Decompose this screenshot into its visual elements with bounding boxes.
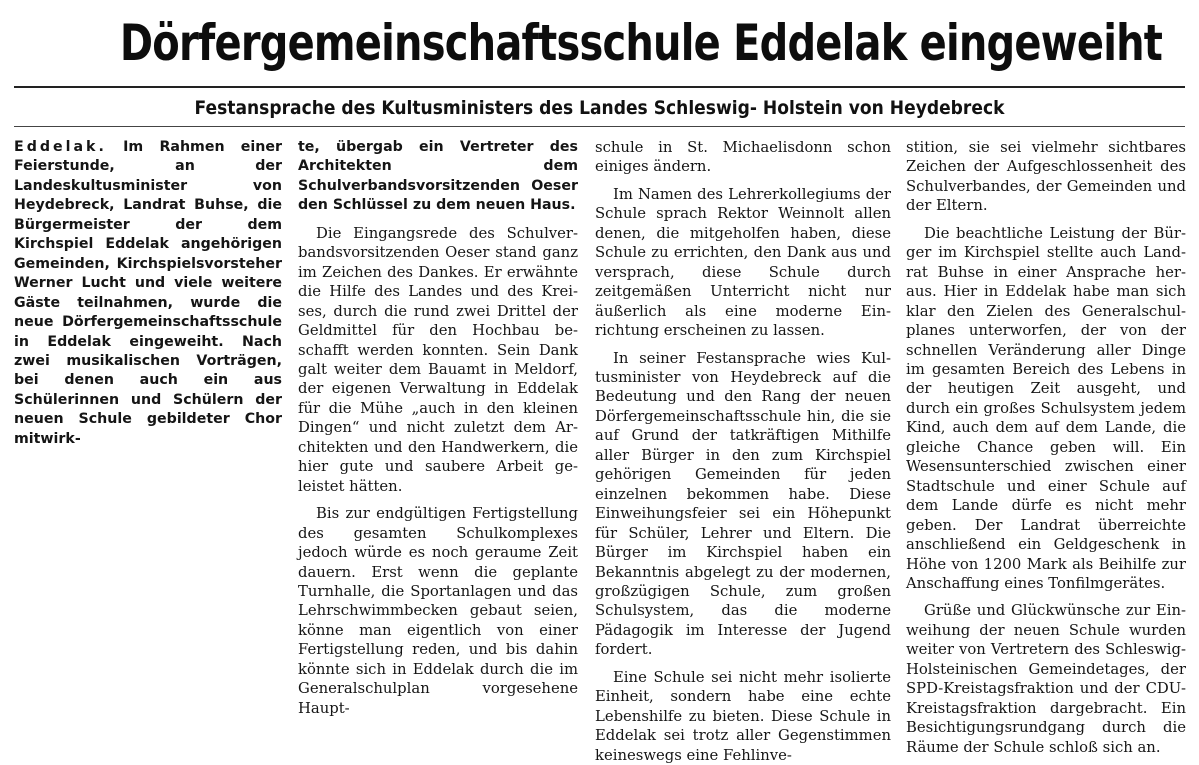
paragraph: Grüße und Glückwünsche zur Einweihung der neuen Schule wurden weiter von Vertretern des Schleswig-Holsteinischen Gemeindetages, der SPD-Kreistagsfraktion und der CDU-Kreistagsfraktion dargebracht. Ein Besichtigungsrundgang durch die Räume der Schule schloß sich an.	[906, 602, 1186, 756]
subtitle-rule	[14, 126, 1185, 127]
headline: Dörfergemeinschaftsschule Eddelak eingeweiht	[119, 14, 1163, 72]
headline-rule	[14, 86, 1185, 88]
subtitle: Festansprache des Kultusministers des Landes Schleswig- Holstein von Heydebreck	[194, 97, 1005, 119]
article-column-4	[906, 138, 1186, 756]
lead-text: Im Rahmen einer Feierstunde, an der Landeskultusminister von Heydebreck, Landrat Buhse, die Bürgermeister der dem Kirchspiel Eddelak angehörigen Gemeinden, Kirchspielsvorsteher Werner Lucht und viele weitere Gäste teilnahmen, wurde die neue Dörfergemeinschaftsschule in Eddelak eingeweiht. Nach zwei musikalischen Vorträgen, bei denen auch ein aus Schülerinnen und Schülern der neuen Schule gebildeter Chor mitwirk-	[14, 139, 282, 447]
dateline: Eddelak.	[14, 139, 107, 155]
article-column-1	[14, 138, 282, 668]
article-column-3	[595, 138, 891, 764]
lead-paragraph	[14, 138, 282, 449]
lead-continuation: te, übergab ein Vertreter des Architekten dem Schulverbandsvorsitzenden Oeser den Schlüssel zu dem neuen Haus.	[298, 139, 578, 214]
paragraph-continuation: stition, sie sei vielmehr sichtbares Zeichen der Aufgeschlossenheit des Schulverbandes, der Gemeinden und der Eltern.	[906, 139, 1186, 215]
article-column-2	[298, 138, 578, 717]
paragraph: In seiner Festansprache wies Kultusminister von Heydebreck auf die Bedeutung und den Rang der neuen Dörfergemeinschaftsschule hin, die sie auf Grund der tatkräftigen Mithilfe aller Bürger in den zum Kirchspiel gehörigen Gemeinden für jeden einzelnen bekommen habe. Diese Einweihungsfeier sei ein Höhepunkt für Schüler, Lehrer und Eltern. Die Bürger im Kirchspiel haben ein Bekanntnis abgelegt zu der modernen, großzügigen Schule, zum großen Schulsystem, das die moderne Pädagogik im Interesse der Jugend fordert.	[595, 349, 891, 659]
paragraph: Im Namen des Lehrerkollegiums der Schule sprach Rektor Weinnolt allen denen, die mitgeholfen haben, diese Schule zu errichten, den Dank aus und versprach, diese Schule durch zeitgemäßen Unterricht nicht nur äußerlich als eine moderne Einrichtung erscheinen zu lassen.	[595, 185, 891, 340]
paragraph: Eine Schule sei nicht mehr isolierte Einheit, sondern habe eine echte Lebenshilfe zu bieten. Diese Schule in Eddelak sei trotz aller Gegenstimmen keineswegs eine Fehlinve-	[595, 668, 891, 764]
paragraph: Die Eingangsrede des Schulverbandsvorsitzenden Oeser stand ganz im Zeichen des Dankes. Er erwähnte die Hilfe des Landes und des Kreises, durch die rund zwei Drittel der Geldmittel für den Hochbau beschafft werden konnten. Sein Dank galt weiter dem Bauamt in Meldorf, der eigenen Verwaltung in Eddelak für die Mühe „auch in den kleinen Dingen“ und nicht zuletzt dem Architekten und den Handwerkern, die hier gute und saubere Arbeit geleistet hätten.	[298, 224, 578, 495]
paragraph-continuation: schule in St. Michaelisdonn schon einiges ändern.	[595, 139, 891, 176]
paragraph: Bis zur endgültigen Fertigstellung des gesamten Schulkomplexes jedoch würde es noch geraume Zeit dauern. Erst wenn die geplante Turnhalle, die Sportanlagen und das Lehrschwimmbecken gebaut seien, könne man eigentlich von einer Fertigstellung reden, und bis dahin könnte sich in Eddelak durch die im Generalschulplan vorgesehene Haupt-	[298, 505, 578, 717]
paragraph: Die beachtliche Leistung der Bürger im Kirchspiel stellte auch Landrat Buhse in einer Ansprache heraus. Hier in Eddelak habe man sich klar den Zielen des Generalschulplanes unterworfen, der von der schnellen Veränderung aller Dinge im gesamten Bereich des Lebens in der heutigen Zeit ausgeht, und durch ein großes Schulsystem jedem Kind, auch dem auf dem Lande, die gleiche Chance geben will. Ein Wesensunterschied zwischen einer Stadtschule und einer Schule auf dem Lande dürfe es nicht mehr geben. Der Landrat überreichte anschließend ein Geldgeschenk in Höhe von 1200 Mark als Beihilfe zur Anschaffung eines Tonfilmgerätes.	[906, 224, 1186, 592]
